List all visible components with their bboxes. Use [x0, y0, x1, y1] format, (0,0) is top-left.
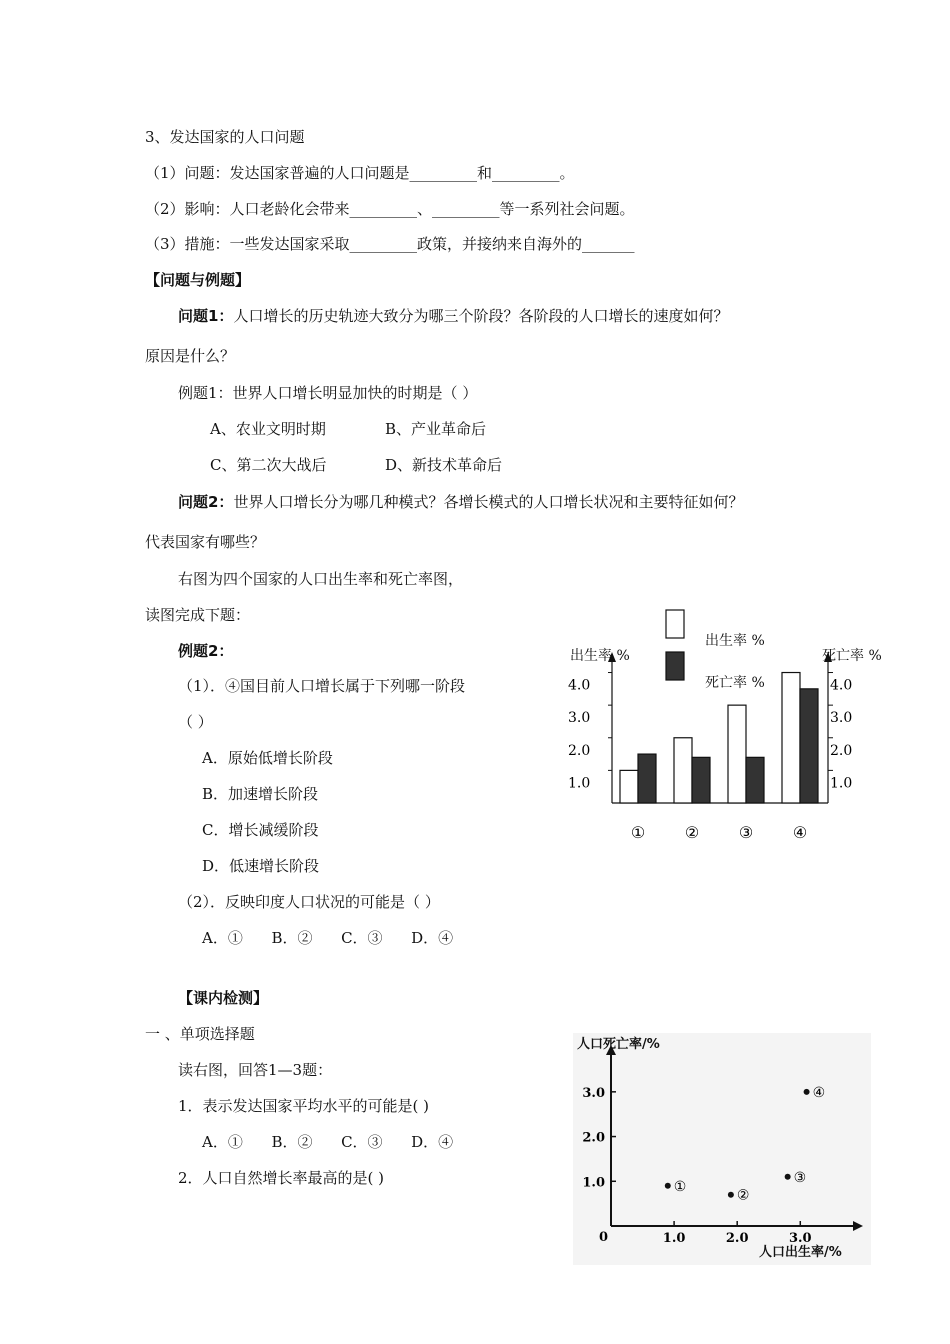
- scatter-background: [573, 1033, 871, 1265]
- test-subheading: 一 、单项选择题: [145, 1025, 255, 1043]
- scatter-chart-canvas: [573, 1033, 871, 1265]
- birth-rate-bar: [782, 673, 800, 803]
- death-rate-bar: [746, 757, 764, 803]
- test-intro: 读右图，回答1—3题：: [178, 1061, 333, 1079]
- scatter-x-axis-label: 人口出生率/%: [759, 1245, 842, 1260]
- example-1-option-b: B、产业革命后: [385, 420, 487, 438]
- scatter-y-axis-label: 人口死亡率/%: [577, 1037, 660, 1052]
- bar-left-tick-label: 3.0: [568, 710, 591, 727]
- problem-1-continued: 原因是什么？: [145, 347, 236, 365]
- example-2-q1-option-d: D．低速增长阶段: [202, 857, 320, 875]
- problem-2: [178, 492, 743, 512]
- legend-death-swatch: [666, 652, 684, 680]
- example-1-option-d: D、新技术革命后: [385, 456, 503, 474]
- scatter-point: [804, 1089, 810, 1095]
- legend-birth-swatch: [666, 610, 684, 638]
- birth-rate-bar: [728, 705, 746, 803]
- scatter-y-tick-label: 3.0: [582, 1085, 605, 1101]
- problem-1: [178, 306, 728, 326]
- example-2-q1-option-b: B．加速增长阶段: [202, 785, 319, 803]
- scatter-point: [728, 1192, 734, 1198]
- example-2-intro-1: 右图为四个国家的人口出生率和死亡率图，: [178, 570, 464, 588]
- bar-category-label: ②: [684, 823, 700, 842]
- bar-left-tick-label: 2.0: [568, 742, 591, 759]
- bar-category-label: ③: [738, 823, 754, 842]
- example-2-question-1-paren: （ ）: [178, 713, 213, 731]
- legend-death-label: 死亡率 %: [705, 675, 765, 691]
- bar-left-tick-label: 4.0: [568, 677, 591, 694]
- example-2-question-1: （1）．④国目前人口增长属于下列哪一阶段: [178, 677, 466, 695]
- scatter-x-tick-label: 2.0: [725, 1231, 749, 1246]
- example-2-intro-2: 读图完成下题：: [145, 606, 251, 624]
- scatter-chart: [573, 1033, 871, 1265]
- example-1-stem: 例题1：世界人口增长明显加快的时期是（ ）: [178, 384, 478, 402]
- test-question-1: 1．表示发达国家平均水平的可能是( ): [178, 1097, 430, 1115]
- bar-right-tick-label: 1.0: [830, 775, 853, 792]
- bar-right-tick-label: 2.0: [830, 742, 853, 759]
- problem-2-text: 世界人口增长分为哪几种模式？各增长模式的人口增长状况和主要特征如何？: [233, 493, 744, 511]
- bar-chart-right-axis-label: 死亡率 %: [822, 648, 882, 664]
- bar-chart-left-axis-label: 出生率 %: [570, 648, 630, 664]
- section3-question-3: （3）措施：一些发达国家采取_________政策，并接纳来自海外的_______: [145, 235, 635, 253]
- bar-left-tick-label: 1.0: [568, 775, 591, 792]
- problem-2-label: 问题2：: [178, 493, 234, 511]
- scatter-point-label: ②: [736, 1187, 750, 1204]
- legend-birth-label: 出生率 %: [705, 633, 765, 649]
- problem-1-text: 人口增长的历史轨迹大致分为哪三个阶段？各阶段的人口增长的速度如何？: [233, 307, 729, 325]
- problem-1-label: 问题1：: [178, 307, 234, 325]
- scatter-y-tick-label: 2.0: [582, 1130, 605, 1146]
- scatter-point: [665, 1183, 671, 1189]
- bar-category-label: ①: [630, 823, 646, 842]
- example-1-option-c: C、第二次大战后: [210, 456, 327, 474]
- death-rate-bar: [692, 757, 710, 803]
- scatter-point-label: ④: [812, 1084, 826, 1101]
- scatter-x-tick-label: 3.0: [788, 1231, 812, 1246]
- section3-question-2: （2）影响：人口老龄化会带来_________、_________等一系列社会问题。: [145, 200, 635, 218]
- example-2-label: 例题2：: [178, 642, 234, 660]
- scatter-point: [785, 1174, 791, 1180]
- test-heading: 【课内检测】: [178, 989, 269, 1007]
- scatter-x-tick-label: 1.0: [662, 1231, 686, 1246]
- problem-2-continued: 代表国家有哪些？: [145, 533, 266, 551]
- example-2-q1-option-a: A．原始低增长阶段: [202, 749, 333, 767]
- birth-rate-bar: [620, 770, 638, 803]
- scatter-origin-label: 0: [599, 1230, 609, 1245]
- death-rate-bar: [638, 754, 656, 803]
- bar-chart: [560, 600, 900, 850]
- example-1-option-a: A、农业文明时期: [210, 420, 326, 438]
- bar-category-label: ④: [792, 823, 808, 842]
- section3-heading: 3、发达国家的人口问题: [145, 128, 305, 146]
- examples-heading: 【问题与例题】: [145, 271, 251, 289]
- example-2-q2-options: A．① B．② C．③ D．④: [202, 929, 454, 947]
- test-question-1-options: A．① B．② C．③ D．④: [202, 1133, 454, 1151]
- death-rate-bar: [800, 689, 818, 803]
- example-2-q1-option-c: C．增长减缓阶段: [202, 821, 319, 839]
- birth-rate-bar: [674, 738, 692, 803]
- example-2-question-2: （2）．反映印度人口状况的可能是（ ）: [178, 893, 440, 911]
- scatter-point-label: ①: [673, 1178, 687, 1195]
- scatter-y-tick-label: 1.0: [582, 1175, 605, 1191]
- test-question-2: 2．人口自然增长率最高的是( ): [178, 1169, 385, 1187]
- bar-right-tick-label: 4.0: [830, 677, 853, 694]
- bar-right-tick-label: 3.0: [830, 710, 853, 727]
- scatter-point-label: ③: [793, 1169, 807, 1186]
- section3-question-1: （1）问题：发达国家普遍的人口问题是_________和_________。: [145, 164, 575, 182]
